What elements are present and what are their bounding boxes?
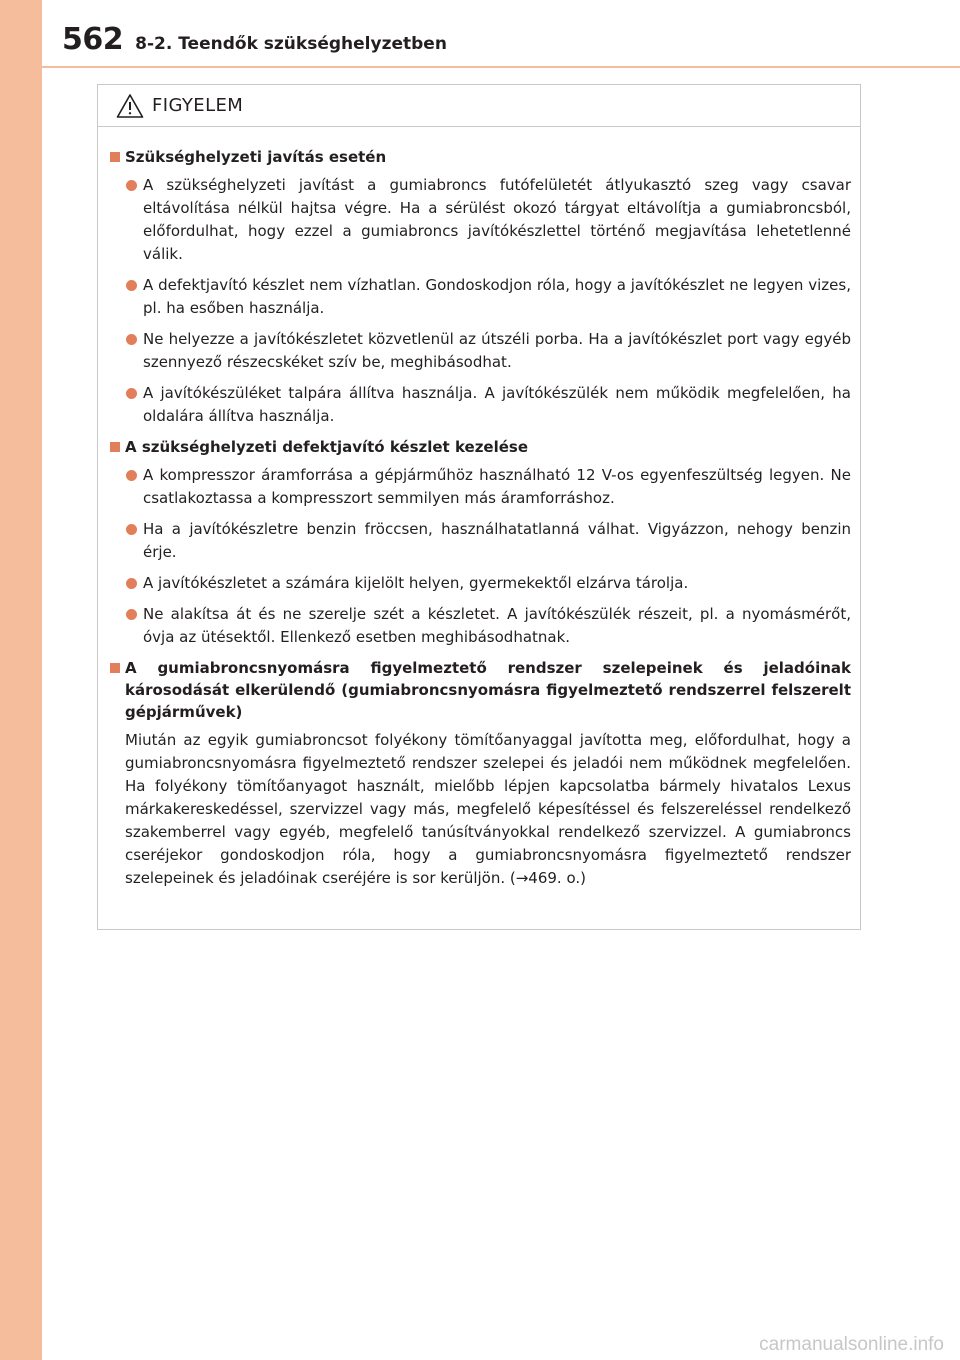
bullet-dot-icon xyxy=(126,578,137,589)
bullet-text: Ha a javítókészletre benzin fröccsen, használhatatlanná válhat. Vigyázzon, nehogy benzin érje. xyxy=(143,520,851,561)
warning-triangle-icon xyxy=(116,93,144,119)
bullet-text: A szükséghelyzeti javítást a gumiabroncs futófelületét átlyukasztó szeg vagy csavar eltávolítása nélkül hajtsa végre. Ha a sérülést okozó tárgyat eltávolítja a gumiabroncsból, előfordulhat, hogy ezzel a gumiabroncs javítókészlettel történő megjavítása lehetetlenné válik. xyxy=(143,176,851,263)
section-title: 8-2. Teendők szükséghelyzetben xyxy=(135,34,447,54)
section-heading-text: A gumiabroncsnyomásra figyelmeztető rendszer szelepeinek és jeladóinak károsodását elkerülendő (gumiabroncsnyomásra figyelmeztető rendszerrel felszerelt gépjárművek) xyxy=(125,659,851,721)
bullet-item xyxy=(110,382,851,428)
bullet-text: A javítókészletet a számára kijelölt helyen, gyermekektől elzárva tárolja. xyxy=(143,574,689,592)
bullet-item xyxy=(110,518,851,564)
warning-box xyxy=(97,84,861,930)
warning-content xyxy=(98,127,860,890)
bullet-item xyxy=(110,603,851,649)
section-heading xyxy=(110,657,851,723)
page-header xyxy=(62,22,447,66)
section-heading-text: A szükséghelyzeti defektjavító készlet kezelése xyxy=(125,438,529,456)
section-heading xyxy=(110,146,851,168)
bullet-item xyxy=(110,174,851,266)
section-paragraph: Miután az egyik gumiabroncsot folyékony tömítőanyaggal javította meg, előfordulhat, hogy a gumiabroncsnyomásra figyelmeztető rendszer szelepei és jeladói nem működnek megfelelően. Ha folyékony tömítőanyagot használt, mielőbb lépjen kapcsolatba bármely hivatalos Lexus márkakereskedéssel, szervizzel vagy más, megfelelő képesítéssel és felszereléssel rendelkező szakemberrel vagy egyéb, megfelelő tanúsítványokkal rendelkező szervizzel. A gumiabroncs cseréjekor gondoskodjon róla, hogy a gumiabroncsnyomásra figyelmeztető rendszer szelepeinek és jeladóinak cseréjére is sor kerüljön. (→469. o.) xyxy=(125,731,851,887)
square-bullet-icon xyxy=(110,663,120,673)
bullet-dot-icon xyxy=(126,334,137,345)
header-divider xyxy=(42,66,960,68)
bullet-item xyxy=(110,328,851,374)
bullet-text: A defektjavító készlet nem vízhatlan. Gondoskodjon róla, hogy a javítókészlet ne legyen vizes, pl. ha esőben használja. xyxy=(143,276,851,317)
warning-title: FIGYELEM xyxy=(152,95,244,116)
watermark: carmanualsonline.info xyxy=(759,1334,944,1355)
bullet-dot-icon xyxy=(126,470,137,481)
bullet-dot-icon xyxy=(126,524,137,535)
side-color-bar xyxy=(0,0,42,1360)
square-bullet-icon xyxy=(110,442,120,452)
bullet-text: A javítókészüléket talpára állítva használja. A javítókészülék nem működik megfelelően, ha oldalára állítva használja. xyxy=(143,384,851,425)
bullet-dot-icon xyxy=(126,609,137,620)
section-heading-text: Szükséghelyzeti javítás esetén xyxy=(125,148,387,166)
bullet-item xyxy=(110,572,851,595)
bullet-text: Ne helyezze a javítókészletet közvetlenül az útszéli porba. Ha a javítókészlet port vagy egyéb szennyező részecskéket szív be, meghibásodhat. xyxy=(143,330,851,371)
bullet-item xyxy=(110,464,851,510)
square-bullet-icon xyxy=(110,152,120,162)
bullet-text: Ne alakítsa át és ne szerelje szét a készletet. A javítókészülék részeit, pl. a nyomásmérőt, óvja az ütésektől. Ellenkező esetben meghibásodhatnak. xyxy=(143,605,851,646)
bullet-text: A kompresszor áramforrása a gépjárműhöz használható 12 V-os egyenfeszültség legyen. Ne csatlakoztassa a kompresszort semmilyen más áramforráshoz. xyxy=(143,466,851,507)
section-heading xyxy=(110,436,851,458)
bullet-dot-icon xyxy=(126,280,137,291)
bullet-dot-icon xyxy=(126,388,137,399)
bullet-dot-icon xyxy=(126,180,137,191)
warning-header xyxy=(98,85,860,127)
page-number: 562 xyxy=(62,22,124,57)
bullet-item xyxy=(110,274,851,320)
